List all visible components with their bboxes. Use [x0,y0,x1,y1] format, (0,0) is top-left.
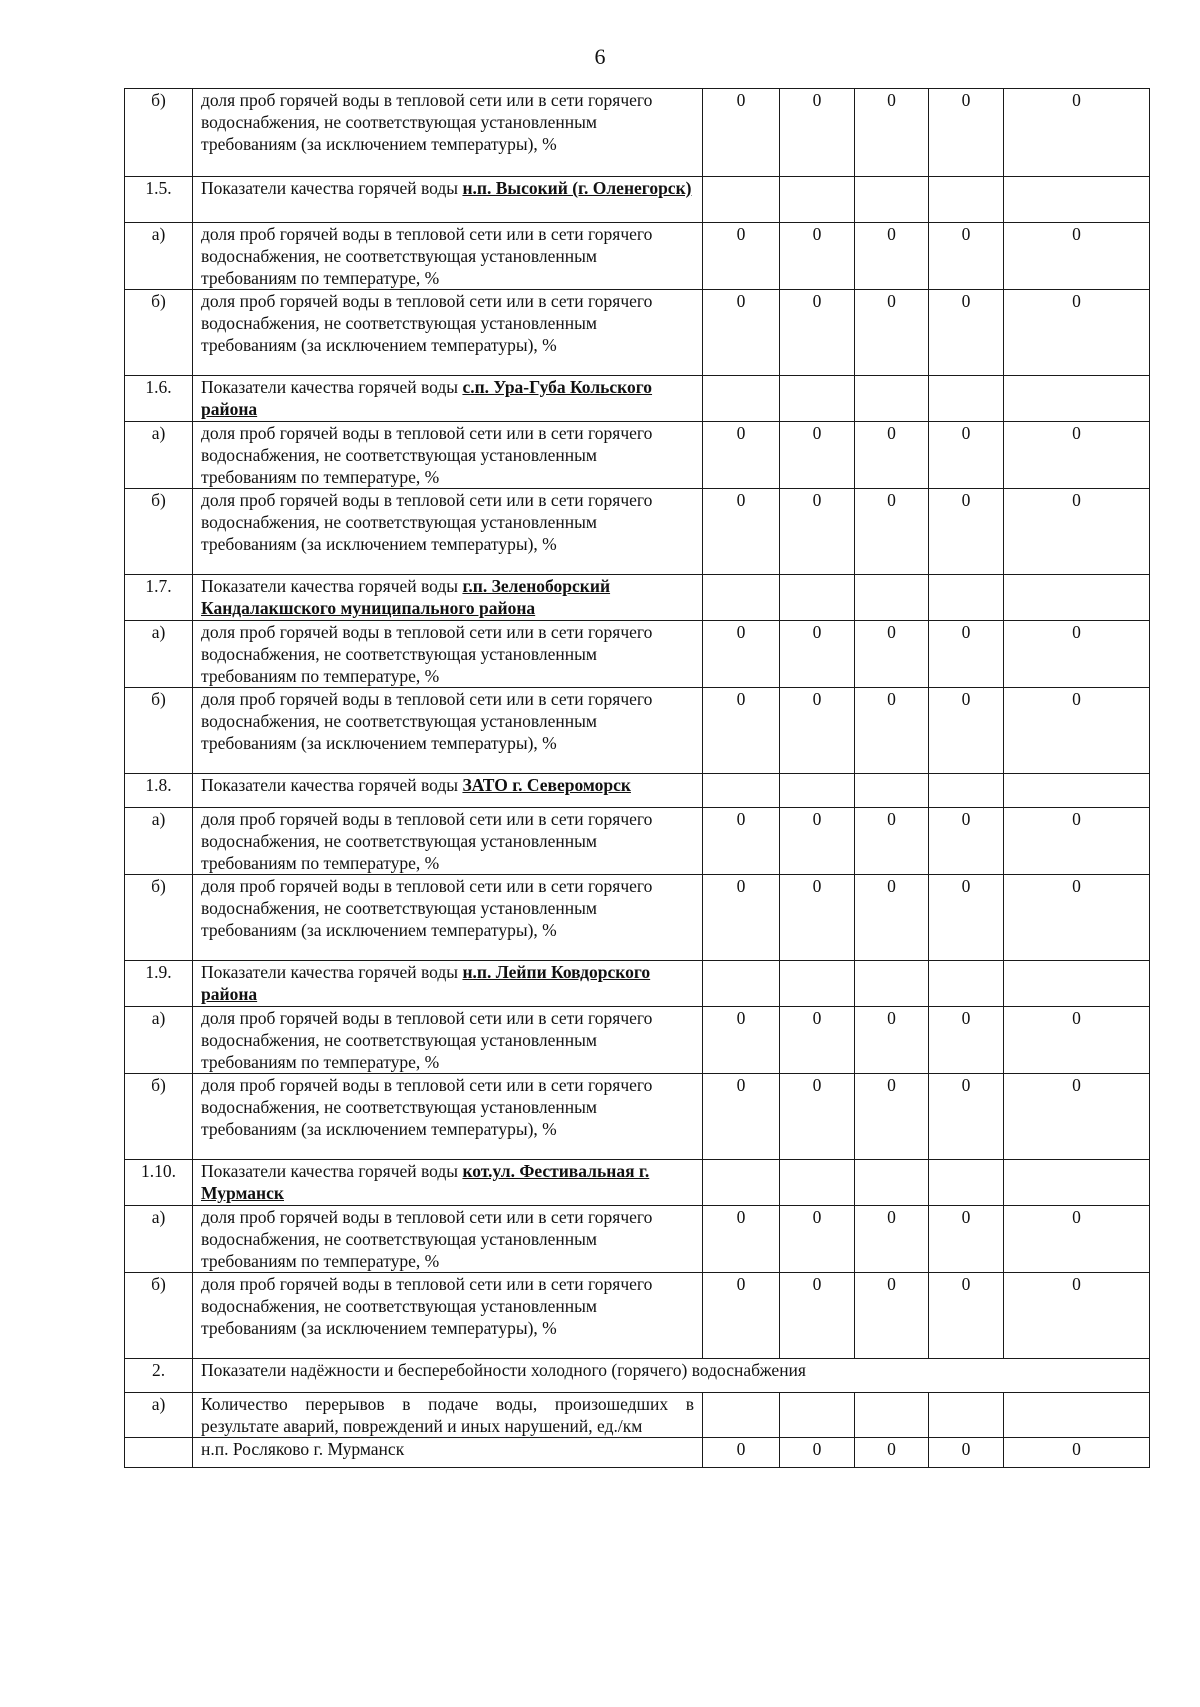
indicator-description: доля проб горячей воды в тепловой сети или в сети горячего водоснабжения, не соответствующая установленным требованиям (за исключением температуры), % [193,89,703,177]
section-title [193,961,703,1007]
value-cell: 0 [929,489,1004,575]
row-number: а) [125,1007,193,1074]
indicator-description: доля проб горячей воды в тепловой сети или в сети горячего водоснабжения, не соответствующая установленным требованиям по температуре, % [193,1007,703,1074]
empty-cell [929,1160,1004,1206]
value-cell: 0 [929,1074,1004,1160]
value-cell: 0 [929,688,1004,774]
empty-cell [780,1393,855,1438]
value-cell: 0 [703,1206,780,1273]
table-row [125,177,1150,223]
value-cell: 0 [855,808,929,875]
indicator-description: доля проб горячей воды в тепловой сети или в сети горячего водоснабжения, не соответствующая установленным требованиям (за исключением температуры), % [193,1074,703,1160]
value-cell: 0 [929,422,1004,489]
value-cell: 0 [703,422,780,489]
row-number: 1.6. [125,376,193,422]
empty-cell [929,376,1004,422]
indicator-description: доля проб горячей воды в тепловой сети или в сети горячего водоснабжения, не соответствующая установленным требованиям (за исключением температуры), % [193,688,703,774]
section-title [193,177,703,223]
section-place: с.п. Ура-Губа Кольского района [201,377,653,419]
row-number: б) [125,1273,193,1359]
empty-cell [703,961,780,1007]
table-row [125,808,1150,875]
value-cell: 0 [929,621,1004,688]
section-prefix: Показатели качества горячей воды [201,775,463,795]
value-cell: 0 [1004,1206,1150,1273]
table-row [125,1206,1150,1273]
empty-cell [1004,774,1150,808]
value-cell: 0 [780,1074,855,1160]
empty-cell [703,1160,780,1206]
value-cell: 0 [929,290,1004,376]
value-cell: 0 [929,1438,1004,1468]
table-row [125,1393,1150,1438]
table-row [125,774,1150,808]
value-cell: 0 [780,1438,855,1468]
section-place: г.п. Зеленоборский Кандалакшского муниципального района [201,576,611,618]
value-cell: 0 [780,875,855,961]
value-cell: 0 [1004,1074,1150,1160]
section-place: кот.ул. Фестивальная г. Мурманск [201,1161,650,1203]
empty-cell [1004,961,1150,1007]
indicator-description: доля проб горячей воды в тепловой сети или в сети горячего водоснабжения, не соответствующая установленным требованиям (за исключением температуры), % [193,290,703,376]
section-place: ЗАТО г. Североморск [462,775,631,795]
value-cell: 0 [703,1074,780,1160]
value-cell: 0 [929,1273,1004,1359]
value-cell: 0 [855,1074,929,1160]
row-number [125,1438,193,1468]
empty-cell [1004,177,1150,223]
table-row [125,422,1150,489]
value-cell: 0 [929,1007,1004,1074]
empty-cell [855,1160,929,1206]
row-number: б) [125,290,193,376]
value-cell: 0 [855,1438,929,1468]
section-prefix: Показатели качества горячей воды [201,962,463,982]
value-cell: 0 [855,875,929,961]
empty-cell [703,376,780,422]
indicator-description: доля проб горячей воды в тепловой сети или в сети горячего водоснабжения, не соответствующая установленным требованиям по температуре, % [193,422,703,489]
value-cell: 0 [1004,422,1150,489]
row-number: 1.5. [125,177,193,223]
section-prefix: Показатели качества горячей воды [201,377,463,397]
value-cell: 0 [855,1273,929,1359]
value-cell: 0 [703,489,780,575]
value-cell: 0 [1004,1438,1150,1468]
value-cell: 0 [780,1007,855,1074]
value-cell: 0 [780,89,855,177]
row-number: б) [125,875,193,961]
empty-cell [1004,376,1150,422]
table-row [125,1438,1150,1468]
empty-cell [855,1393,929,1438]
indicator-description: доля проб горячей воды в тепловой сети или в сети горячего водоснабжения, не соответствующая установленным требованиям (за исключением температуры), % [193,489,703,575]
row-number: б) [125,1074,193,1160]
row-number: 1.7. [125,575,193,621]
row-number: а) [125,223,193,290]
indicator-description: Количество перерывов в подаче воды, произошедших в результате аварий, повреждений и иных нарушений, ед./км [193,1393,703,1438]
empty-cell [1004,575,1150,621]
row-number: а) [125,1393,193,1438]
table-row [125,961,1150,1007]
empty-cell [855,961,929,1007]
table-row [125,1007,1150,1074]
empty-cell [855,376,929,422]
value-cell: 0 [703,808,780,875]
table-row [125,1359,1150,1393]
value-cell: 0 [703,875,780,961]
indicator-description: доля проб горячей воды в тепловой сети или в сети горячего водоснабжения, не соответствующая установленным требованиям по температуре, % [193,621,703,688]
empty-cell [929,961,1004,1007]
empty-cell [855,774,929,808]
section-place: н.п. Лейпи Ковдорского района [201,962,651,1004]
table-row [125,89,1150,177]
value-cell: 0 [855,223,929,290]
empty-cell [780,961,855,1007]
value-cell: 0 [780,489,855,575]
value-cell: 0 [703,1273,780,1359]
section-title [193,376,703,422]
empty-cell [780,1160,855,1206]
row-number: 1.8. [125,774,193,808]
row-number: б) [125,688,193,774]
indicator-description: доля проб горячей воды в тепловой сети или в сети горячего водоснабжения, не соответствующая установленным требованиям (за исключением температуры), % [193,1273,703,1359]
value-cell: 0 [780,290,855,376]
table-row [125,875,1150,961]
value-cell: 0 [1004,621,1150,688]
indicators-table [124,88,1150,1468]
value-cell: 0 [1004,1007,1150,1074]
table-row [125,489,1150,575]
table-row [125,575,1150,621]
value-cell: 0 [780,422,855,489]
section-title [193,774,703,808]
value-cell: 0 [855,1206,929,1273]
row-number: б) [125,89,193,177]
indicator-description: доля проб горячей воды в тепловой сети или в сети горячего водоснабжения, не соответствующая установленным требованиям по температуре, % [193,808,703,875]
value-cell: 0 [780,621,855,688]
row-number: 1.10. [125,1160,193,1206]
value-cell: 0 [1004,808,1150,875]
value-cell: 0 [703,1438,780,1468]
table-row [125,290,1150,376]
empty-cell [855,575,929,621]
value-cell: 0 [780,1206,855,1273]
indicator-description: доля проб горячей воды в тепловой сети или в сети горячего водоснабжения, не соответствующая установленным требованиям по температуре, % [193,1206,703,1273]
table-row [125,223,1150,290]
value-cell: 0 [929,808,1004,875]
indicator-description: доля проб горячей воды в тепловой сети или в сети горячего водоснабжения, не соответствующая установленным требованиям (за исключением температуры), % [193,875,703,961]
indicator-description: доля проб горячей воды в тепловой сети или в сети горячего водоснабжения, не соответствующая установленным требованиям по температуре, % [193,223,703,290]
value-cell: 0 [855,89,929,177]
empty-cell [703,1393,780,1438]
value-cell: 0 [1004,875,1150,961]
empty-cell [855,177,929,223]
value-cell: 0 [929,875,1004,961]
value-cell: 0 [855,1007,929,1074]
value-cell: 0 [1004,1273,1150,1359]
empty-cell [780,575,855,621]
row-number: а) [125,1206,193,1273]
value-cell: 0 [780,1273,855,1359]
value-cell: 0 [929,1206,1004,1273]
value-cell: 0 [855,290,929,376]
value-cell: 0 [929,223,1004,290]
value-cell: 0 [703,223,780,290]
empty-cell [929,774,1004,808]
section-prefix: Показатели качества горячей воды [201,178,463,198]
value-cell: 0 [1004,223,1150,290]
value-cell: 0 [855,422,929,489]
value-cell: 0 [1004,489,1150,575]
value-cell: 0 [929,89,1004,177]
empty-cell [703,575,780,621]
value-cell: 0 [780,223,855,290]
row-number: 1.9. [125,961,193,1007]
empty-cell [780,376,855,422]
row-number: а) [125,621,193,688]
table-row [125,688,1150,774]
page-number: 6 [594,44,606,69]
empty-cell [1004,1160,1150,1206]
value-cell: 0 [703,1007,780,1074]
value-cell: 0 [1004,688,1150,774]
section-prefix: Показатели качества горячей воды [201,576,463,596]
section-title [193,575,703,621]
value-cell: 0 [1004,89,1150,177]
empty-cell [780,774,855,808]
table-row [125,376,1150,422]
empty-cell [703,774,780,808]
value-cell: 0 [703,688,780,774]
section-place: н.п. Высокий (г. Оленегорск) [462,178,692,198]
empty-cell [703,177,780,223]
value-cell: 0 [1004,290,1150,376]
empty-cell [1004,1393,1150,1438]
empty-cell [929,575,1004,621]
value-cell: 0 [855,489,929,575]
value-cell: 0 [780,808,855,875]
section-title [193,1160,703,1206]
row-number: а) [125,422,193,489]
table-row [125,1074,1150,1160]
indicator-description: н.п. Росляково г. Мурманск [193,1438,703,1468]
row-number: б) [125,489,193,575]
table-row [125,1160,1150,1206]
table-row [125,621,1150,688]
value-cell: 0 [855,688,929,774]
value-cell: 0 [855,621,929,688]
empty-cell [929,177,1004,223]
row-number: 2. [125,1359,193,1393]
section-heading: Показатели надёжности и бесперебойности холодного (горячего) водоснабжения [193,1359,1150,1393]
empty-cell [929,1393,1004,1438]
value-cell: 0 [703,89,780,177]
value-cell: 0 [780,688,855,774]
empty-cell [780,177,855,223]
row-number: а) [125,808,193,875]
section-prefix: Показатели качества горячей воды [201,1161,463,1181]
value-cell: 0 [703,290,780,376]
table-row [125,1273,1150,1359]
value-cell: 0 [703,621,780,688]
